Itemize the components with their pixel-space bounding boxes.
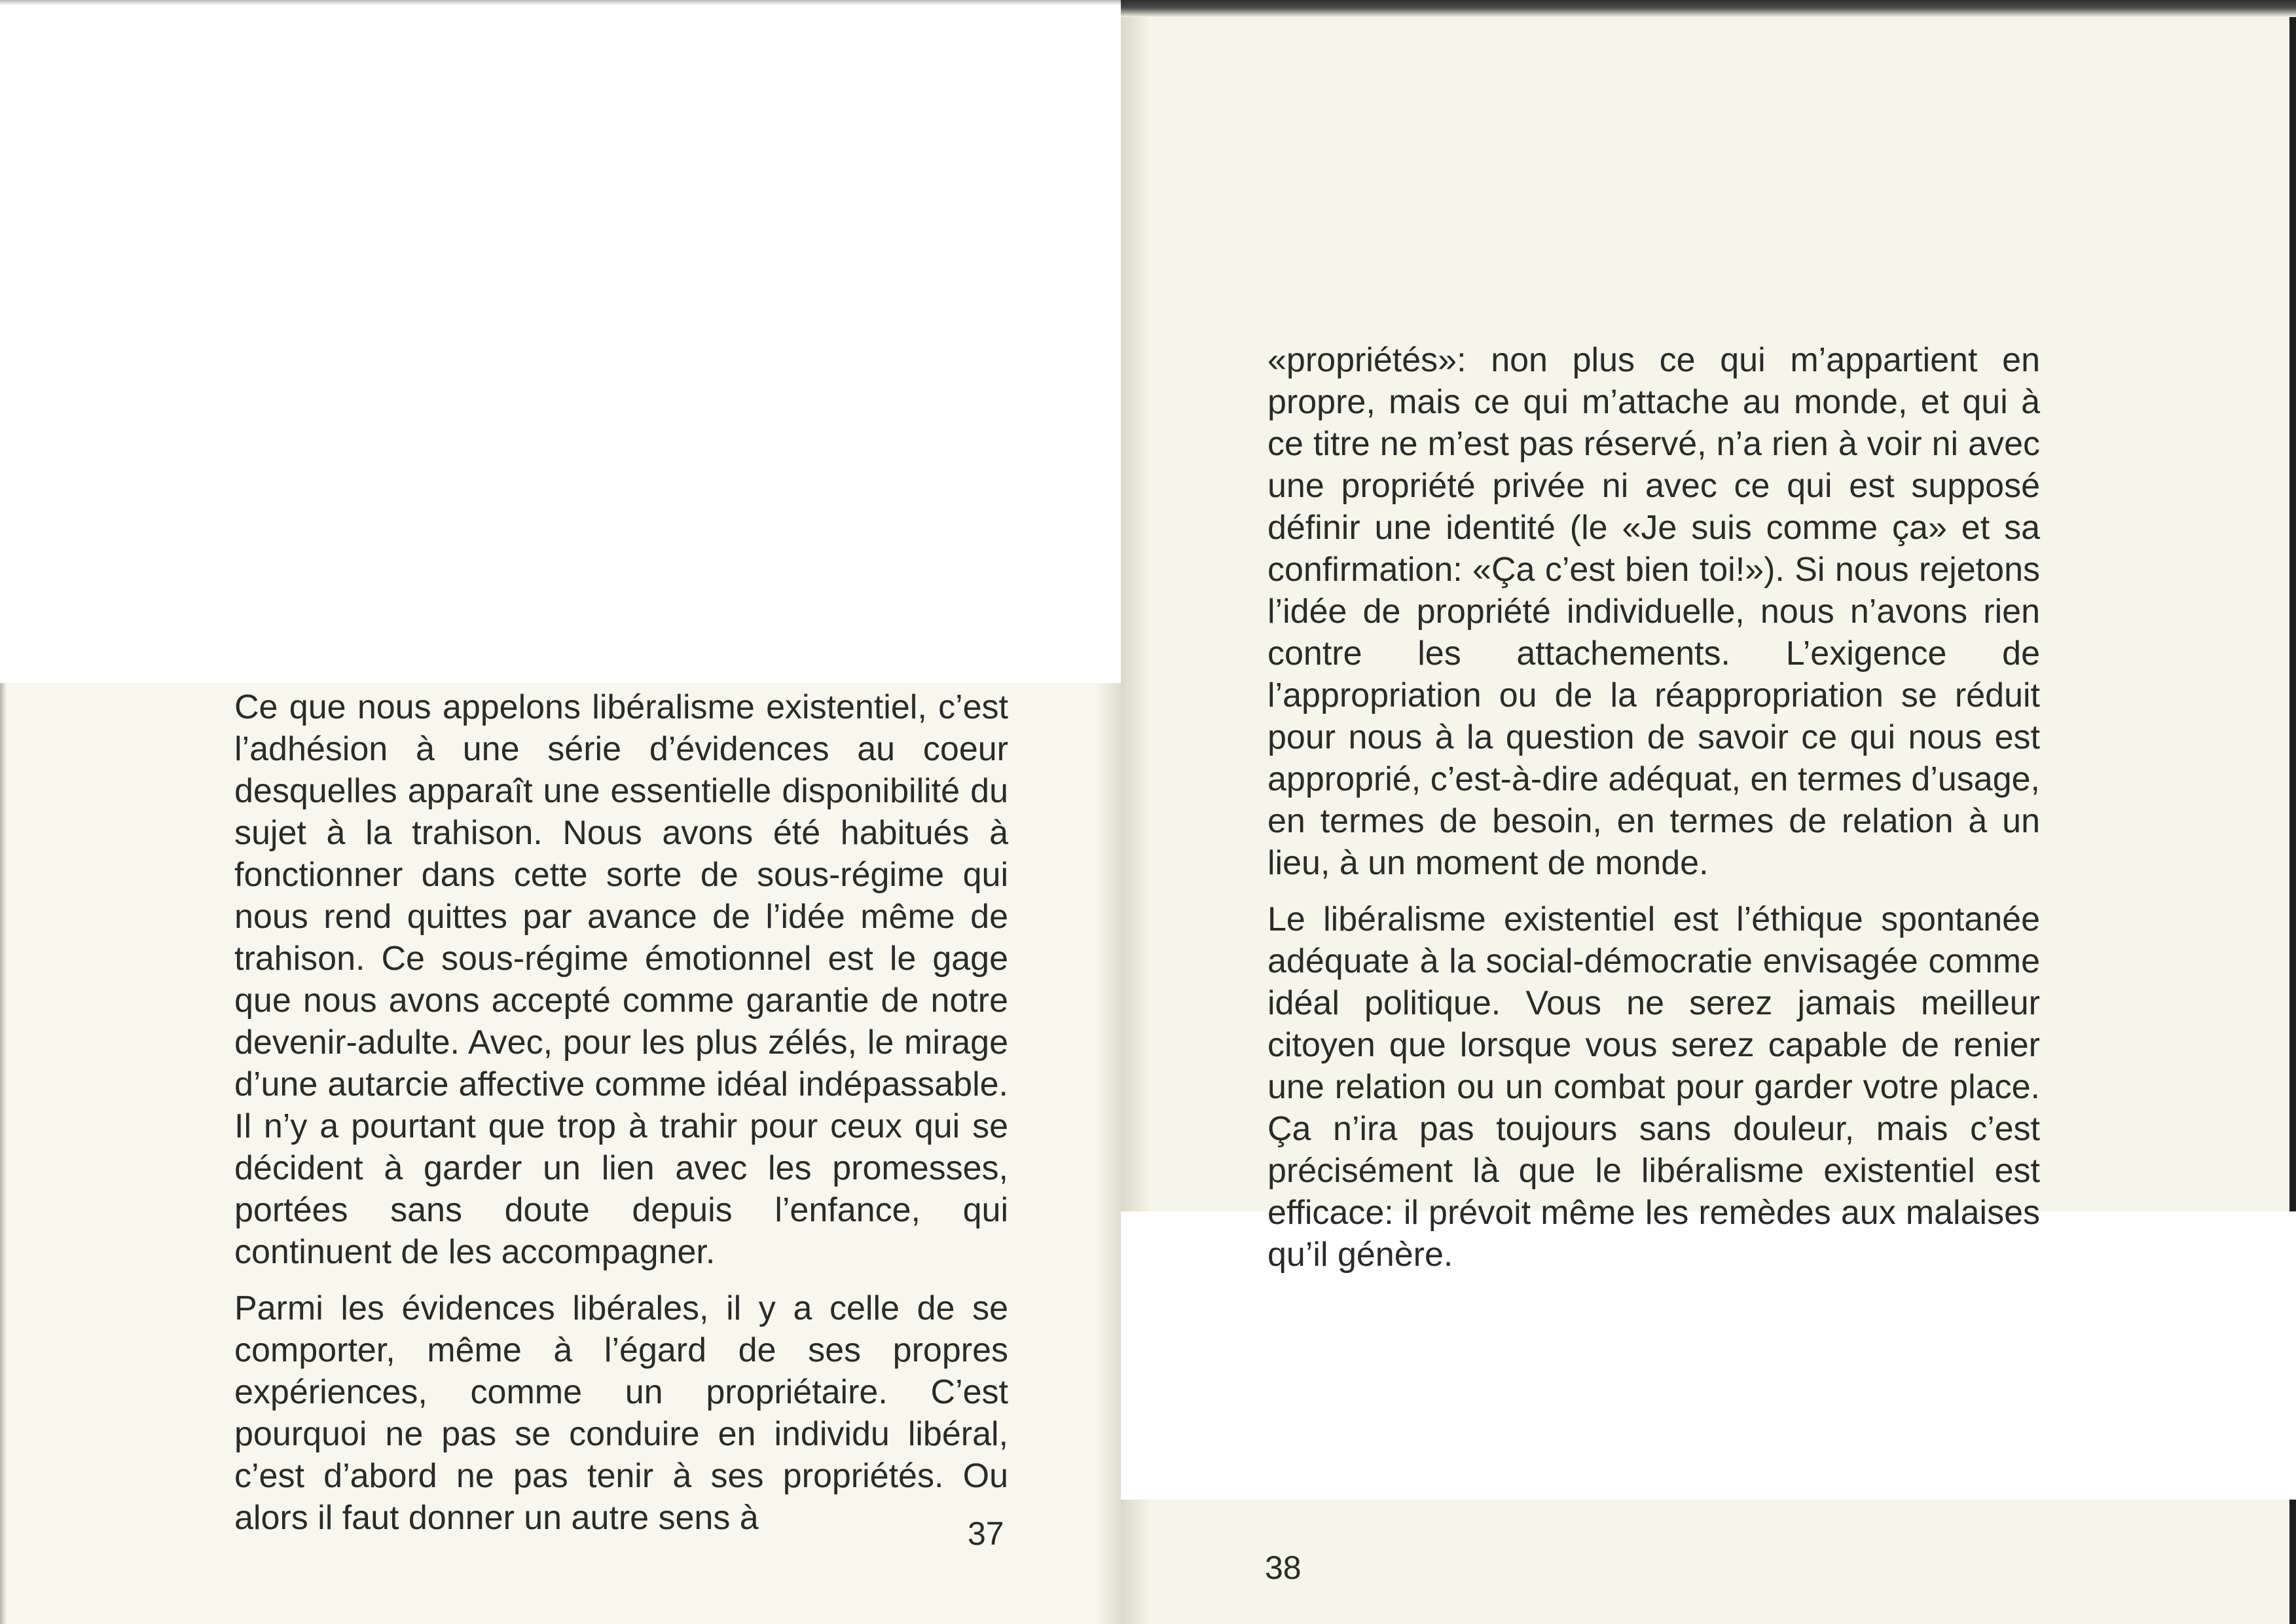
paragraph: «propriétés»: non plus ce qui m’appartient en propre, mais ce qui m’attache au monde, et qui à ce titre ne m’est pas réservé, n’a rien à voir ni avec une propriété privée ni avec ce qui est supposé définir une identité (le «Je suis comme ça» et sa confirmation: «Ça c’est bien toi!»). Si nous rejetons l’idée de propriété individuelle, nous n’avons rien contre les attachements. L’exigence de l’appropriation ou de la réappropriation se réduit pour nous à la question de savoir ce qui nous est approprié, c’est-à-dire adéquat, en termes d’usage, en termes de besoin, en termes de relation à un lieu, à un moment de monde.: [1267, 341, 2040, 882]
right-page-text: [1267, 339, 2040, 1290]
paragraph: Parmi les évidences libérales, il y a celle de se comporter, même à l’égard de ses propres expériences, comme un propriétaire. C’est pourquoi ne pas se conduire en individu libéral, c’est d’abord ne pas tenir à ses propriétés. Ou alors il faut donner un autre sens à: [234, 1289, 1008, 1537]
page-number-right: 38: [1265, 1549, 1302, 1586]
paragraph: Ce que nous appelons libéralisme existentiel, c’est l’adhésion à une série d’évidences au coeur desquelles apparaît une essentielle disponibilité du sujet à la trahison. Nous avons été habitués à fonctionner dans cette sorte de sous-régime qui nous rend quittes par avance de l’idée même de trahison. Ce sous-régime émotionnel est le gage que nous avons accepté comme garantie de notre devenir-adulte. Avec, pour les plus zélés, le mirage d’une autarcie affective comme idéal indépassable. Il n’y a pourtant que trop à trahir pour ceux qui se décident à garder un lien avec les promesses, portées sans doute depuis l’enfance, qui continuent de les accompagner.: [234, 688, 1008, 1271]
left-page-text: [234, 686, 1008, 1553]
right-page-top-shadow: [1121, 0, 2296, 17]
left-page-blank-area: [0, 5, 1121, 683]
paragraph: Le libéralisme existentiel est l’éthique spontanée adéquate à la social-démocratie envisagée comme idéal politique. Vous ne serez jamais meilleur citoyen que lorsque vous serez capable de renier une relation ou un combat pour garder votre place. Ça n’ira pas toujours sans douleur, mais c’est précisément là que le libéralisme existentiel est efficace: il prévoit même les remèdes aux malaises qu’il génère.: [1267, 900, 2040, 1274]
left-page-spine-shadow: [1095, 683, 1121, 1624]
left-page-edge-shadow: [0, 683, 7, 1624]
page-number-left: 37: [968, 1515, 1004, 1552]
